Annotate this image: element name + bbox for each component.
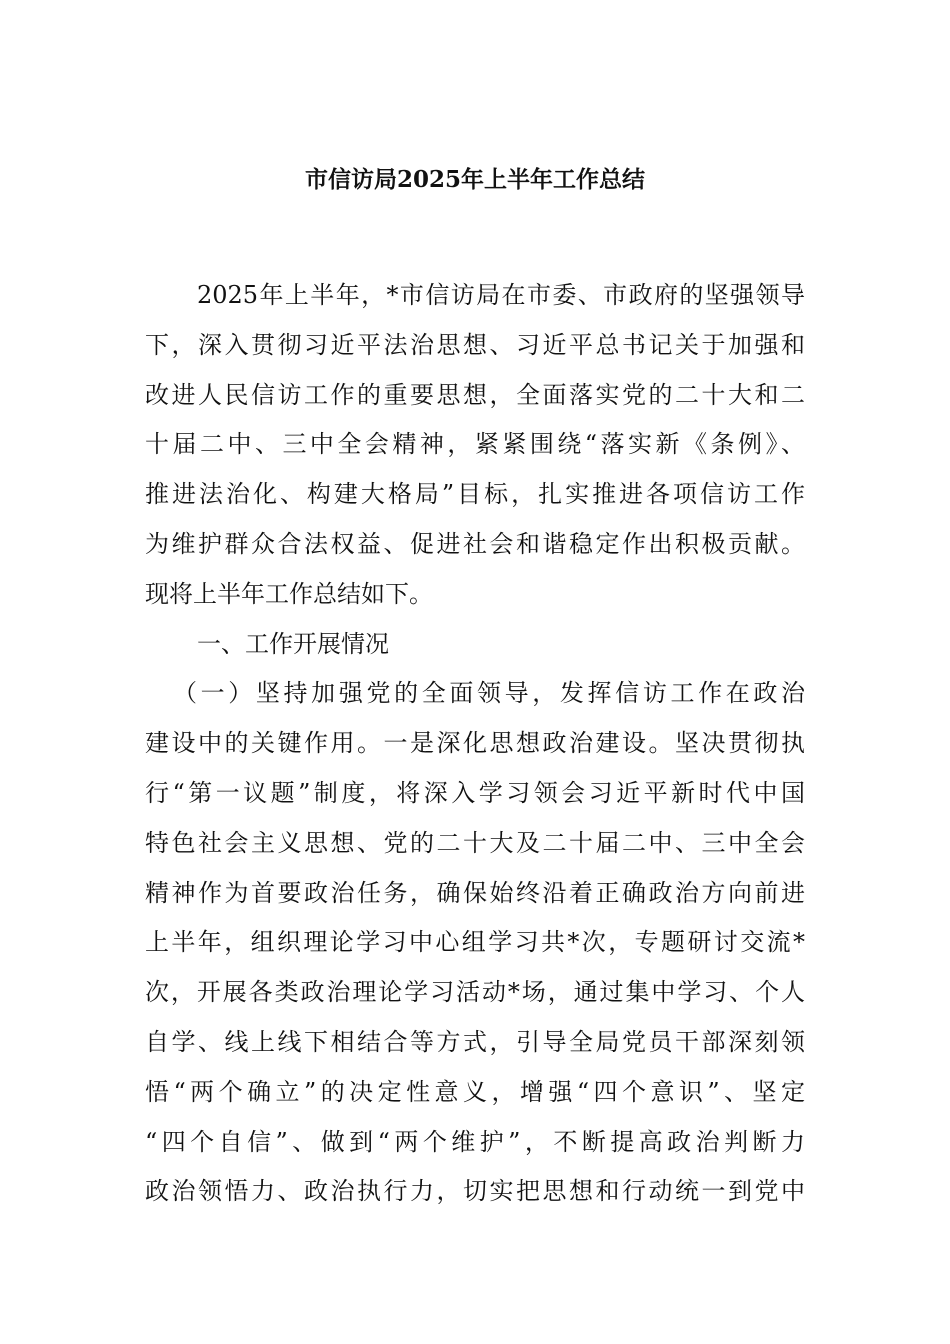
paragraph-line: 特色社会主义思想、党的二十大及二十届二中、三中全会: [145, 828, 805, 857]
paragraph-line: 2025年上半年，*市信访局在市委、市政府的坚强领导: [197, 281, 805, 309]
paragraph-line: （一）坚持加强党的全面领导，发挥信访工作在政治: [173, 679, 805, 708]
paragraph-line: 为维护群众合法权益、促进社会和谐稳定作出积极贡献。: [145, 529, 805, 558]
section-heading: 一、工作开展情况: [197, 629, 389, 658]
paragraph-line: 推进法治化、构建大格局”目标，扎实推进各项信访工作: [145, 480, 805, 509]
intro-paragraph: [145, 271, 805, 620]
document-title: 市信访局2025年上半年工作总结: [304, 166, 645, 193]
paragraph-line: 行“第一议题”制度，将深入学习领会习近平新时代中国: [145, 778, 805, 807]
paragraph-line: 自学、线上线下相结合等方式，引导全局党员干部深刻领: [145, 1027, 805, 1056]
section-1-paragraph: [145, 669, 805, 1217]
paragraph-line: “四个自信”、做到“两个维护”，不断提高政治判断力: [145, 1127, 805, 1156]
paragraph-line: 下，深入贯彻习近平法治思想、习近平总书记关于加强和: [145, 330, 805, 359]
document-body: [145, 271, 805, 1217]
paragraph-line: 现将上半年工作总结如下。: [145, 579, 433, 608]
paragraph-line: 改进人民信访工作的重要思想，全面落实党的二十大和二: [145, 380, 805, 409]
paragraph-line: 上半年，组织理论学习中心组学习共*次，专题研讨交流*: [145, 928, 805, 957]
paragraph-line: 十届二中、三中全会精神，紧紧围绕“落实新《条例》、: [145, 430, 805, 459]
paragraph-line: 次，开展各类政治理论学习活动*场，通过集中学习、个人: [145, 978, 805, 1007]
paragraph-line: 政治领悟力、政治执行力，切实把思想和行动统一到党中: [145, 1177, 805, 1206]
paragraph-line: 建设中的关键作用。一是深化思想政治建设。坚决贯彻执: [145, 729, 805, 758]
paragraph-line: 精神作为首要政治任务，确保始终沿着正确政治方向前进: [145, 878, 805, 907]
paragraph-line: 悟“两个确立”的决定性意义，增强“四个意识”、坚定: [145, 1077, 805, 1106]
